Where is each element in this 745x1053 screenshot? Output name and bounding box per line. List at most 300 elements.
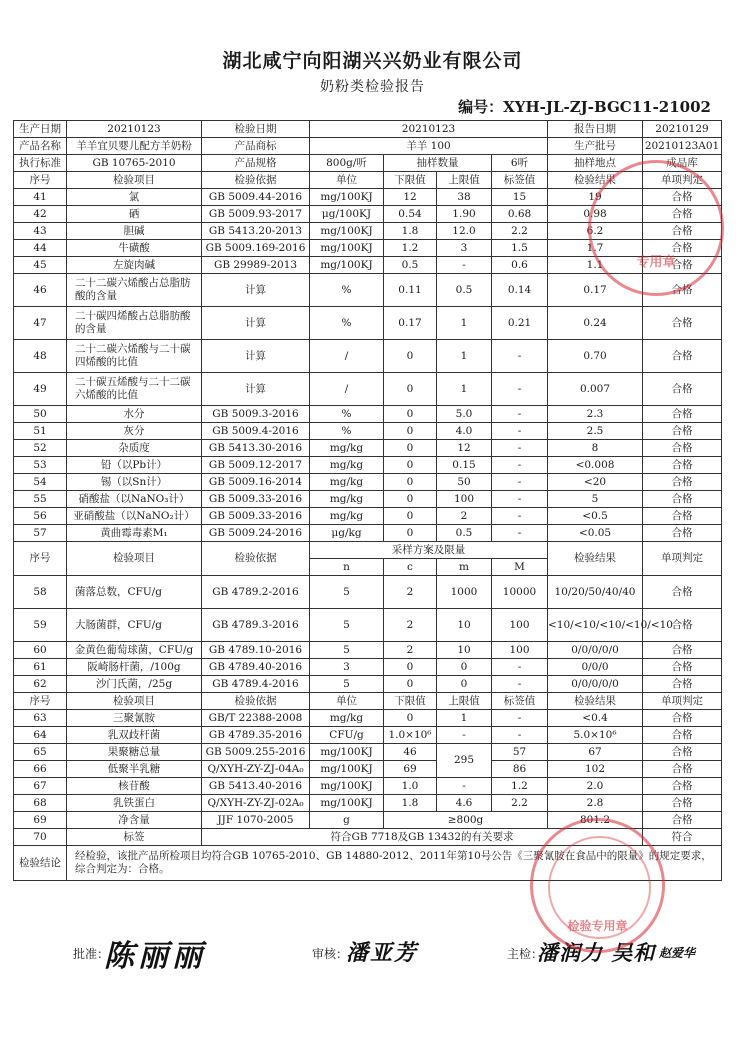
cell-seq: 55	[14, 491, 67, 508]
cell-label: -	[492, 340, 548, 373]
cell-basis: GB 29989-2013	[202, 257, 310, 274]
report-title: 奶粉类检验报告	[320, 79, 425, 95]
cell-judge: 合格	[643, 274, 722, 307]
cell-lower: 0	[384, 423, 437, 440]
cell-basis: 计算	[202, 373, 310, 406]
header-cell: 检验项目	[67, 542, 202, 576]
company-name: 湖北咸宁向阳湖兴兴奶业有限公司	[222, 50, 523, 72]
cell-label: -	[492, 423, 548, 440]
cell-judge: 合格	[643, 406, 722, 423]
cell-upper: 0.15	[437, 457, 492, 474]
cell-basis: GB 5009.16-2014	[202, 474, 310, 491]
cell-c: 0	[384, 676, 437, 693]
table-row	[14, 373, 722, 406]
cell-result: <20	[548, 474, 643, 491]
cell-upper: -	[437, 727, 492, 744]
cell-m: 1000	[437, 576, 492, 609]
table-row	[14, 659, 722, 676]
cell-item: 杂质度	[67, 440, 202, 457]
cell-label: -	[492, 710, 548, 727]
cell-upper: 0.5	[437, 274, 492, 307]
cell-seq: 41	[14, 189, 67, 206]
cell-unit: %	[310, 307, 384, 340]
cell-item: 核苷酸	[67, 778, 202, 795]
cell-n: 5	[310, 642, 384, 659]
cell-M: -	[492, 676, 548, 693]
cell-seq: 49	[14, 373, 67, 406]
cell-M: 100	[492, 609, 548, 642]
cell-item: 水分	[67, 406, 202, 423]
approve-label: 批准：	[73, 947, 110, 961]
cell-result: 2.3	[548, 406, 643, 423]
cell-c: 2	[384, 576, 437, 609]
cell-item: 沙门氏菌，/25g	[67, 676, 202, 693]
cell-unit: /	[310, 340, 384, 373]
cell-basis: GB 5009.12-2017	[202, 457, 310, 474]
section-header-row	[14, 542, 722, 559]
cell-result: 0/0/0/0/0	[548, 676, 643, 693]
cell-M: 10000	[492, 576, 548, 609]
cell-label: 2.2	[492, 223, 548, 240]
cell-result: <0.008	[548, 457, 643, 474]
cell-upper: 1.90	[437, 206, 492, 223]
header-cell: 标签值	[492, 693, 548, 710]
cell-item: 乳铁蛋白	[67, 795, 202, 812]
cell-result: 801.2	[548, 812, 643, 829]
info-value: 6听	[492, 155, 548, 172]
cell-judge: 合格	[643, 457, 722, 474]
cell-seq: 53	[14, 457, 67, 474]
header-cell: 单位	[310, 693, 384, 710]
cell-basis: GB 4789.35-2016	[202, 727, 310, 744]
cell-c: 0	[384, 659, 437, 676]
cell-result: 10/20/50/40/40	[548, 576, 643, 609]
header-cell: 检验依据	[202, 172, 310, 189]
cell-judge: 合格	[643, 423, 722, 440]
cell-judge: 合格	[643, 440, 722, 457]
cell-result: <0.4	[548, 710, 643, 727]
cell-M: -	[492, 659, 548, 676]
cell-unit: CFU/g	[310, 727, 384, 744]
cell-lower: 1.8	[384, 795, 437, 812]
cell-limit: ≥800g	[384, 812, 548, 829]
cell-item: 标签	[67, 829, 202, 846]
header-cell: 下限值	[384, 172, 437, 189]
cell-unit: mg/kg	[310, 440, 384, 457]
cell-lower: 0	[384, 508, 437, 525]
header-cell: 检验结果	[548, 693, 643, 710]
cell-label: -	[492, 440, 548, 457]
cell-result: 6.2	[548, 223, 643, 240]
cell-unit: mg/100KJ	[310, 240, 384, 257]
review-label: 审核：	[312, 947, 349, 961]
header-cell: 检验项目	[67, 693, 202, 710]
header-cell: 检验项目	[67, 172, 202, 189]
cell-judge: 合格	[643, 676, 722, 693]
cell-judge: 合格	[643, 189, 722, 206]
cell-unit: mg/100KJ	[310, 778, 384, 795]
cell-label: -	[492, 474, 548, 491]
header-cell: c	[384, 559, 437, 576]
cell-label: 15	[492, 189, 548, 206]
cell-label: 2.2	[492, 795, 548, 812]
cell-seq: 60	[14, 642, 67, 659]
cell-result: 5	[548, 491, 643, 508]
section-header-row	[14, 693, 722, 710]
info-value: 羊羊 100	[310, 138, 548, 155]
table-row	[14, 727, 722, 744]
cell-lower: 0	[384, 340, 437, 373]
cell-item: 果聚糖总量	[67, 744, 202, 761]
cell-label: 1.5	[492, 240, 548, 257]
cell-basis: GB/T 22388-2008	[202, 710, 310, 727]
cell-result: 2.0	[548, 778, 643, 795]
cell-item: 氯	[67, 189, 202, 206]
info-label: 执行标准	[14, 155, 67, 172]
cell-basis: GB 4789.4-2016	[202, 676, 310, 693]
test-signature-2: 赵爱华	[659, 946, 696, 960]
cell-unit: mg/kg	[310, 710, 384, 727]
info-label: 生产日期	[14, 121, 67, 138]
cell-seq: 61	[14, 659, 67, 676]
cell-n: 5	[310, 609, 384, 642]
cell-result: <10/<10/<10/<10/<10	[548, 609, 643, 642]
cell-label: 0.68	[492, 206, 548, 223]
header-cell: 单项判定	[643, 693, 722, 710]
cell-item: 灰分	[67, 423, 202, 440]
cell-result: 0.17	[548, 274, 643, 307]
cell-lower: 0.11	[384, 274, 437, 307]
cell-unit: mg/kg	[310, 508, 384, 525]
cell-seq: 65	[14, 744, 67, 761]
cell-basis: GB 5009.4-2016	[202, 423, 310, 440]
header-cell: 单项判定	[643, 172, 722, 189]
cell-basis: GB 5009.93-2017	[202, 206, 310, 223]
cell-basis: GB 5009.33-2016	[202, 508, 310, 525]
cell-basis: GB 5413.20-2013	[202, 223, 310, 240]
info-value: 20210123A01	[643, 138, 722, 155]
cell-lower: 69	[384, 761, 437, 778]
document-number: 编号：XYH-JL-ZJ-BGC11-21002	[458, 98, 711, 116]
info-label: 产品商标	[202, 138, 310, 155]
cell-result: 1.1	[548, 257, 643, 274]
table-row	[14, 744, 722, 761]
conclusion-text: 经检验，该批产品所检项目均符合GB 10765-2010、GB 14880-2012、2011年第10号公告《三聚氰胺在食品中的限量》的规定要求，综合判定为：合格。	[67, 846, 722, 881]
cell-unit: mg/100KJ	[310, 795, 384, 812]
cell-lower: 0	[384, 440, 437, 457]
cell-seq: 45	[14, 257, 67, 274]
cell-item: 净含量	[67, 812, 202, 829]
cell-m: 10	[437, 609, 492, 642]
cell-judge: 合格	[643, 761, 722, 778]
company-seal-top: 专用章	[588, 160, 724, 296]
cell-result: <0.5	[548, 508, 643, 525]
cell-c: 2	[384, 609, 437, 642]
cell-label: -	[492, 373, 548, 406]
cell-seq: 50	[14, 406, 67, 423]
cell-basis: JJF 1070-2005	[202, 812, 310, 829]
table-row	[14, 440, 722, 457]
cell-judge: 合格	[643, 474, 722, 491]
cell-basis: 计算	[202, 340, 310, 373]
table-row	[14, 642, 722, 659]
table-row	[14, 576, 722, 609]
cell-basis: GB 5009.33-2016	[202, 491, 310, 508]
table-row	[14, 423, 722, 440]
cell-label: 0.6	[492, 257, 548, 274]
cell-upper: 4.0	[437, 423, 492, 440]
cell-unit: %	[310, 423, 384, 440]
cell-seq: 69	[14, 812, 67, 829]
header-cell: 检验结果	[548, 542, 643, 576]
cell-n: 3	[310, 659, 384, 676]
cell-seq: 44	[14, 240, 67, 257]
cell-unit: g	[310, 812, 384, 829]
table-row	[14, 710, 722, 727]
cell-upper: 295	[437, 744, 492, 778]
cell-item: 硝酸盐（以NaNO₃计）	[67, 491, 202, 508]
cell-judge: 合格	[643, 240, 722, 257]
cell-upper: 38	[437, 189, 492, 206]
cell-result: 2.8	[548, 795, 643, 812]
cell-result: 0.98	[548, 206, 643, 223]
info-label: 产品规格	[202, 155, 310, 172]
info-label: 生产批号	[548, 138, 643, 155]
cell-m: 0	[437, 676, 492, 693]
cell-seq: 66	[14, 761, 67, 778]
cell-lower: 0	[384, 474, 437, 491]
cell-seq: 48	[14, 340, 67, 373]
test-signature: 潘润力 吴和	[537, 940, 656, 965]
review-signature: 潘亚芳	[346, 940, 419, 966]
cell-basis: Q/XYH-ZY-ZJ-02A₀	[202, 795, 310, 812]
header-cell: 采样方案及限量	[310, 542, 548, 559]
cell-upper: 0.5	[437, 525, 492, 542]
cell-unit: /	[310, 373, 384, 406]
cell-judge: 合格	[643, 307, 722, 340]
info-label: 抽样地点	[548, 155, 643, 172]
cell-result: 5.0×10⁶	[548, 727, 643, 744]
table-row	[14, 340, 722, 373]
cell-basis: 计算	[202, 274, 310, 307]
header-cell: 序号	[14, 172, 67, 189]
cell-item: 硒	[67, 206, 202, 223]
cell-lower: 1.0×10⁶	[384, 727, 437, 744]
header-cell: 下限值	[384, 693, 437, 710]
cell-item: 三聚氰胺	[67, 710, 202, 727]
cell-upper: 12.0	[437, 223, 492, 240]
cell-basis: GB 4789.2-2016	[202, 576, 310, 609]
cell-judge: 合格	[643, 206, 722, 223]
table-row	[14, 525, 722, 542]
cell-label: 86	[492, 761, 548, 778]
cell-result: 0.007	[548, 373, 643, 406]
cell-label: -	[492, 727, 548, 744]
table-row	[14, 761, 722, 778]
info-value: 成品库	[643, 155, 722, 172]
table-row	[14, 307, 722, 340]
cell-result: 102	[548, 761, 643, 778]
cell-item: 二十碳五烯酸与二十二碳六烯酸的比值	[67, 373, 202, 406]
cell-item: 胆碱	[67, 223, 202, 240]
cell-n: 5	[310, 676, 384, 693]
cell-unit: mg/100KJ	[310, 761, 384, 778]
cell-lower: 0.54	[384, 206, 437, 223]
cell-seq: 67	[14, 778, 67, 795]
conclusion-label: 检验结论	[14, 846, 67, 881]
table-row	[14, 609, 722, 642]
cell-unit: mg/100KJ	[310, 257, 384, 274]
header-cell: n	[310, 559, 384, 576]
cell-judge: 合格	[643, 576, 722, 609]
cell-seq: 52	[14, 440, 67, 457]
cell-unit: mg/kg	[310, 457, 384, 474]
cell-label: -	[492, 491, 548, 508]
cell-label: 57	[492, 744, 548, 761]
cell-unit: mg/100KJ	[310, 189, 384, 206]
cell-M: 100	[492, 642, 548, 659]
cell-judge: 合格	[643, 508, 722, 525]
cell-judge: 合格	[643, 812, 722, 829]
cell-unit: mg/100KJ	[310, 223, 384, 240]
cell-upper: 2	[437, 508, 492, 525]
cell-basis: GB 5009.255-2016	[202, 744, 310, 761]
cell-item: 左旋肉碱	[67, 257, 202, 274]
cell-judge: 合格	[643, 257, 722, 274]
cell-judge: 合格	[643, 778, 722, 795]
cell-result: 8	[548, 440, 643, 457]
cell-lower: 0	[384, 457, 437, 474]
header-cell: 序号	[14, 542, 67, 576]
cell-seq: 62	[14, 676, 67, 693]
table-row	[14, 778, 722, 795]
cell-lower: 0	[384, 710, 437, 727]
cell-seq: 58	[14, 576, 67, 609]
cell-seq: 51	[14, 423, 67, 440]
table-row	[14, 795, 722, 812]
cell-judge: 符合	[643, 829, 722, 846]
cell-item: 铅（以Pb计）	[67, 457, 202, 474]
info-value: 20210129	[643, 121, 722, 138]
cell-n: 5	[310, 576, 384, 609]
cell-basis: GB 5413.40-2016	[202, 778, 310, 795]
cell-basis: GB 5413.30-2016	[202, 440, 310, 457]
cell-lower: 0	[384, 491, 437, 508]
cell-upper: 3	[437, 240, 492, 257]
cell-basis: GB 4789.40-2016	[202, 659, 310, 676]
header-cell: 单位	[310, 172, 384, 189]
cell-item: 二十二碳六烯酸占总脂肪酸的含量	[67, 274, 202, 307]
cell-c: 2	[384, 642, 437, 659]
cell-unit: %	[310, 274, 384, 307]
cell-judge: 合格	[643, 525, 722, 542]
cell-upper: 4.6	[437, 795, 492, 812]
cell-seq: 43	[14, 223, 67, 240]
cell-item: 牛磺酸	[67, 240, 202, 257]
header-cell: 检验依据	[202, 542, 310, 576]
cell-upper: 12	[437, 440, 492, 457]
header-cell: 检验依据	[202, 693, 310, 710]
cell-unit: %	[310, 406, 384, 423]
cell-unit: mg/kg	[310, 491, 384, 508]
info-label: 报告日期	[548, 121, 643, 138]
header-cell: 单项判定	[643, 542, 722, 576]
info-label: 抽样数量	[384, 155, 492, 172]
cell-lower: 0	[384, 373, 437, 406]
cell-seq: 63	[14, 710, 67, 727]
cell-upper: 100	[437, 491, 492, 508]
cell-lower: 0.17	[384, 307, 437, 340]
cell-judge: 合格	[643, 710, 722, 727]
cell-judge: 合格	[643, 373, 722, 406]
table-row	[14, 474, 722, 491]
cell-item: 亚硝酸盐（以NaNO₂计）	[67, 508, 202, 525]
cell-label: 0.21	[492, 307, 548, 340]
cell-judge: 合格	[643, 642, 722, 659]
info-label: 检验日期	[202, 121, 310, 138]
cell-unit: mg/100KJ	[310, 744, 384, 761]
cell-result: 1.7	[548, 240, 643, 257]
cell-lower: 0	[384, 525, 437, 542]
header-cell: 上限值	[437, 172, 492, 189]
cell-upper: 1	[437, 373, 492, 406]
cell-lower: 1.0	[384, 778, 437, 795]
cell-unit: μg/kg	[310, 525, 384, 542]
cell-lower: 1.2	[384, 240, 437, 257]
cell-basis: Q/XYH-ZY-ZJ-04A₀	[202, 761, 310, 778]
cell-item: 乳双歧杆菌	[67, 727, 202, 744]
header-cell: 上限值	[437, 693, 492, 710]
cell-item: 锡（以Sn计）	[67, 474, 202, 491]
cell-label: -	[492, 406, 548, 423]
cell-upper: 50	[437, 474, 492, 491]
cell-result: 0/0/0	[548, 659, 643, 676]
cell-lower: 12	[384, 189, 437, 206]
cell-judge: 合格	[643, 795, 722, 812]
seal-ring	[548, 836, 651, 939]
cell-judge: 合格	[643, 727, 722, 744]
cell-judge: 合格	[643, 223, 722, 240]
cell-result: 0/0/0/0/0	[548, 642, 643, 659]
cell-m: 10	[437, 642, 492, 659]
cell-basis: 计算	[202, 307, 310, 340]
table-row	[14, 406, 722, 423]
cell-seq: 59	[14, 609, 67, 642]
header-cell: 标签值	[492, 172, 548, 189]
cell-upper: -	[437, 778, 492, 795]
cell-seq: 70	[14, 829, 67, 846]
table-row	[14, 508, 722, 525]
cell-seq: 64	[14, 727, 67, 744]
header-cell: m	[437, 559, 492, 576]
info-value: 800g/听	[310, 155, 384, 172]
info-value: GB 10765-2010	[67, 155, 202, 172]
header-cell: 序号	[14, 693, 67, 710]
cell-upper: 1	[437, 340, 492, 373]
table-row	[14, 457, 722, 474]
cell-judge: 合格	[643, 491, 722, 508]
approve-signature: 陈丽丽	[104, 939, 206, 974]
cell-item: 二十二碳六烯酸与二十碳四烯酸的比值	[67, 340, 202, 373]
cell-result: 0.70	[548, 340, 643, 373]
cell-seq: 57	[14, 525, 67, 542]
cell-label: -	[492, 457, 548, 474]
cell-seq: 68	[14, 795, 67, 812]
cell-lower: 1.8	[384, 223, 437, 240]
cell-item: 金黄色葡萄球菌，CFU/g	[67, 642, 202, 659]
cell-upper: -	[437, 257, 492, 274]
cell-result: 19	[548, 189, 643, 206]
